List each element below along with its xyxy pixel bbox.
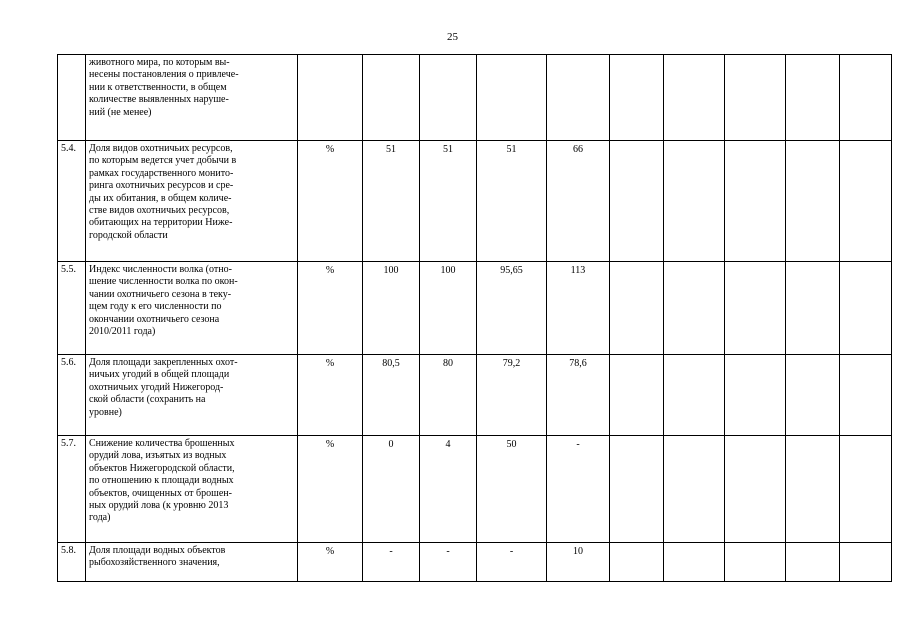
description-line: Доля площади закрепленных охот- <box>89 357 238 368</box>
value-cell: 66 <box>547 141 610 262</box>
empty-cell <box>786 55 840 141</box>
empty-cell <box>725 436 786 543</box>
description-line: 2010/2011 года) <box>89 326 156 338</box>
empty-cell <box>610 355 664 436</box>
description-line: стве видов охотничьих ресурсов, <box>89 205 230 217</box>
description-line: обитающих на территории Ниже- <box>89 217 233 229</box>
description-line: несены постановления о привлече- <box>89 69 239 81</box>
empty-cell <box>610 55 664 141</box>
description-line: городской области <box>89 229 168 241</box>
empty-cell <box>840 543 892 582</box>
description-line: уровне) <box>89 406 122 418</box>
value-cell: 113 <box>547 262 610 355</box>
description-line: животного мира, по которым вы- <box>89 57 230 68</box>
empty-cell <box>725 55 786 141</box>
empty-cell <box>840 262 892 355</box>
empty-cell <box>664 436 725 543</box>
description-line: ринга охотничьих ресурсов и сре- <box>89 180 234 192</box>
description-line: ды их обитания, в общем количе- <box>89 192 232 204</box>
value-cell: 80,5 <box>363 355 420 436</box>
description-line: рамках государственного монито- <box>89 167 234 179</box>
row-number <box>58 55 86 141</box>
indicator-description <box>86 141 298 262</box>
table-body <box>58 55 892 582</box>
empty-cell <box>786 355 840 436</box>
empty-cell <box>840 355 892 436</box>
indicator-description <box>86 543 298 582</box>
indicator-description <box>86 355 298 436</box>
unit-cell <box>298 55 363 141</box>
value-cell: 51 <box>420 141 477 262</box>
empty-cell <box>786 543 840 582</box>
table-row <box>58 262 892 355</box>
empty-cell <box>664 262 725 355</box>
empty-cell <box>610 141 664 262</box>
empty-cell <box>664 55 725 141</box>
unit-cell: % <box>298 543 363 582</box>
empty-cell <box>840 141 892 262</box>
value-cell: - <box>477 543 547 582</box>
empty-cell <box>786 262 840 355</box>
description-line: ничьих угодий в общей площади <box>89 369 230 381</box>
row-number: 5.6. <box>58 355 86 436</box>
empty-cell <box>786 141 840 262</box>
description-line: объектов Нижегородской области, <box>89 462 235 474</box>
empty-cell <box>664 543 725 582</box>
value-cell: 10 <box>547 543 610 582</box>
empty-cell <box>664 141 725 262</box>
table-row <box>58 436 892 543</box>
empty-cell <box>725 543 786 582</box>
value-cell: 0 <box>363 436 420 543</box>
description-line: рыбохозяйственного значения, <box>89 557 220 569</box>
description-line: года) <box>89 512 111 524</box>
description-line: объектов, очищенных от брошен- <box>89 487 232 499</box>
value-cell: 51 <box>477 141 547 262</box>
description-line: ных орудий лова (к уровню 2013 <box>89 500 229 512</box>
description-line: по которым ведется учет добычи в <box>89 155 237 167</box>
value-cell <box>420 55 477 141</box>
description-line: охотничьих угодий Нижегород- <box>89 381 224 393</box>
empty-cell <box>610 436 664 543</box>
description-line: количестве выявленных наруше- <box>89 94 229 106</box>
empty-cell <box>725 355 786 436</box>
row-number: 5.4. <box>58 141 86 262</box>
unit-cell: % <box>298 262 363 355</box>
value-cell: 80 <box>420 355 477 436</box>
description-line: по отношению к площади водных <box>89 475 234 487</box>
row-number: 5.7. <box>58 436 86 543</box>
table-row <box>58 55 892 141</box>
value-cell: 78,6 <box>547 355 610 436</box>
table-row <box>58 355 892 436</box>
description-line: щем году к его численности по <box>89 301 222 313</box>
value-cell: 100 <box>420 262 477 355</box>
value-cell: 50 <box>477 436 547 543</box>
indicators-table <box>57 54 892 582</box>
value-cell <box>547 55 610 141</box>
value-cell: - <box>420 543 477 582</box>
value-cell: 100 <box>363 262 420 355</box>
page-number: 25 <box>447 31 458 43</box>
value-cell: 4 <box>420 436 477 543</box>
description-line: чании охотничьего сезона в теку- <box>89 288 232 300</box>
value-cell: 51 <box>363 141 420 262</box>
indicator-description <box>86 436 298 543</box>
table-row <box>58 543 892 582</box>
empty-cell <box>725 262 786 355</box>
value-cell: - <box>363 543 420 582</box>
description-line: ской области (сохранить на <box>89 394 206 406</box>
value-cell: - <box>547 436 610 543</box>
table-row <box>58 141 892 262</box>
empty-cell <box>610 543 664 582</box>
description-line: Доля площади водных объектов <box>89 545 226 556</box>
description-line: Снижение количества брошенных <box>89 438 235 449</box>
unit-cell: % <box>298 141 363 262</box>
empty-cell <box>840 55 892 141</box>
row-number: 5.8. <box>58 543 86 582</box>
empty-cell <box>664 355 725 436</box>
value-cell <box>477 55 547 141</box>
description-line: ний (не менее) <box>89 106 152 118</box>
description-line: орудий лова, изъятых из водных <box>89 450 227 462</box>
empty-cell <box>725 141 786 262</box>
description-line: Индекс численности волка (отно- <box>89 264 232 275</box>
description-line: окончании охотничьего сезона <box>89 313 220 325</box>
indicator-description <box>86 262 298 355</box>
unit-cell: % <box>298 436 363 543</box>
indicator-description <box>86 55 298 141</box>
description-line: Доля видов охотничьих ресурсов, <box>89 143 233 154</box>
description-line: шение численности волка по окон- <box>89 276 238 288</box>
value-cell <box>363 55 420 141</box>
empty-cell <box>610 262 664 355</box>
unit-cell: % <box>298 355 363 436</box>
empty-cell <box>840 436 892 543</box>
description-line: нии к ответственности, в общем <box>89 81 227 93</box>
value-cell: 95,65 <box>477 262 547 355</box>
row-number: 5.5. <box>58 262 86 355</box>
empty-cell <box>786 436 840 543</box>
value-cell: 79,2 <box>477 355 547 436</box>
